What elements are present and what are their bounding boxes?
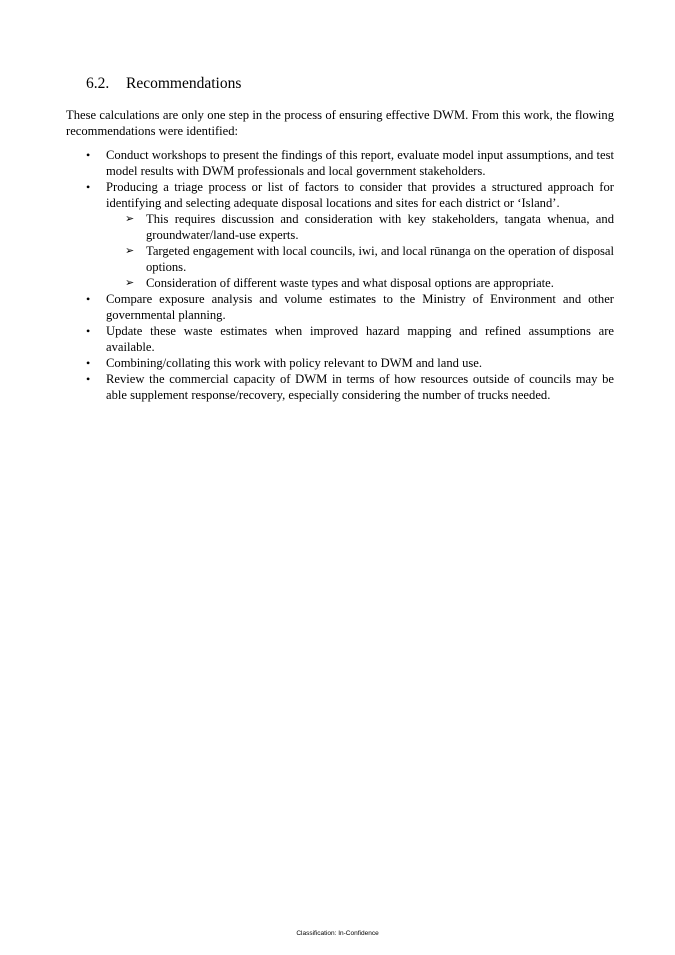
- arrow-bullet-icon: ➢: [125, 213, 135, 225]
- classification-footer: Classification: In-Confidence: [296, 930, 379, 937]
- recommendation-item: [66, 147, 614, 179]
- sub-recommendation-text: This requires discussion and consideration with key stakeholders, tangata whenua, and groundwater/land-use experts.: [146, 212, 614, 242]
- recommendation-text: Combining/collating this work with policy relevant to DWM and land use.: [106, 356, 483, 370]
- recommendation-item: [66, 179, 614, 291]
- sub-recommendation-text: Targeted engagement with local councils, iwi, and local rūnanga on the operation of disposal options.: [146, 244, 614, 274]
- sub-recommendation-item: [106, 211, 614, 243]
- bullet-icon: •: [86, 324, 91, 338]
- bullet-icon: •: [86, 292, 91, 306]
- recommendation-text: Review the commercial capacity of DWM in terms of how resources outside of councils may be able supplement response/recovery, especially considering the number of trucks needed.: [106, 372, 614, 402]
- recommendation-item: [66, 371, 614, 403]
- sub-recommendations-list: [106, 211, 614, 291]
- recommendation-item: [66, 291, 614, 323]
- recommendation-text: Producing a triage process or list of factors to consider that provides a structured approach for identifying and selecting adequate disposal locations and sites for each district or ‘Island’.: [106, 180, 614, 210]
- section-number: 6.2.: [86, 75, 110, 92]
- section-title: Recommendations: [126, 75, 242, 92]
- recommendation-item: [66, 355, 614, 371]
- sub-recommendation-item: [106, 275, 614, 291]
- recommendation-text: Conduct workshops to present the findings of this report, evaluate model input assumptions, and test model results with DWM professionals and local government stakeholders.: [106, 148, 614, 178]
- arrow-bullet-icon: ➢: [125, 277, 135, 289]
- bullet-icon: •: [86, 372, 91, 386]
- sub-recommendation-text: Consideration of different waste types and what disposal options are appropriate.: [146, 276, 554, 290]
- section-heading: [86, 74, 241, 94]
- bullet-icon: •: [86, 180, 91, 194]
- recommendation-text: Compare exposure analysis and volume estimates to the Ministry of Environment and other governmental planning.: [106, 292, 614, 322]
- bullet-icon: •: [86, 356, 91, 370]
- recommendation-item: [66, 323, 614, 355]
- arrow-bullet-icon: ➢: [125, 245, 135, 257]
- recommendations-list: [66, 147, 614, 403]
- bullet-icon: •: [86, 148, 91, 162]
- recommendation-text: Update these waste estimates when improved hazard mapping and refined assumptions are available.: [106, 324, 614, 354]
- sub-recommendation-item: [106, 243, 614, 275]
- intro-paragraph: These calculations are only one step in the process of ensuring effective DWM. From this work, the flowing recommendations were identified:: [66, 108, 614, 138]
